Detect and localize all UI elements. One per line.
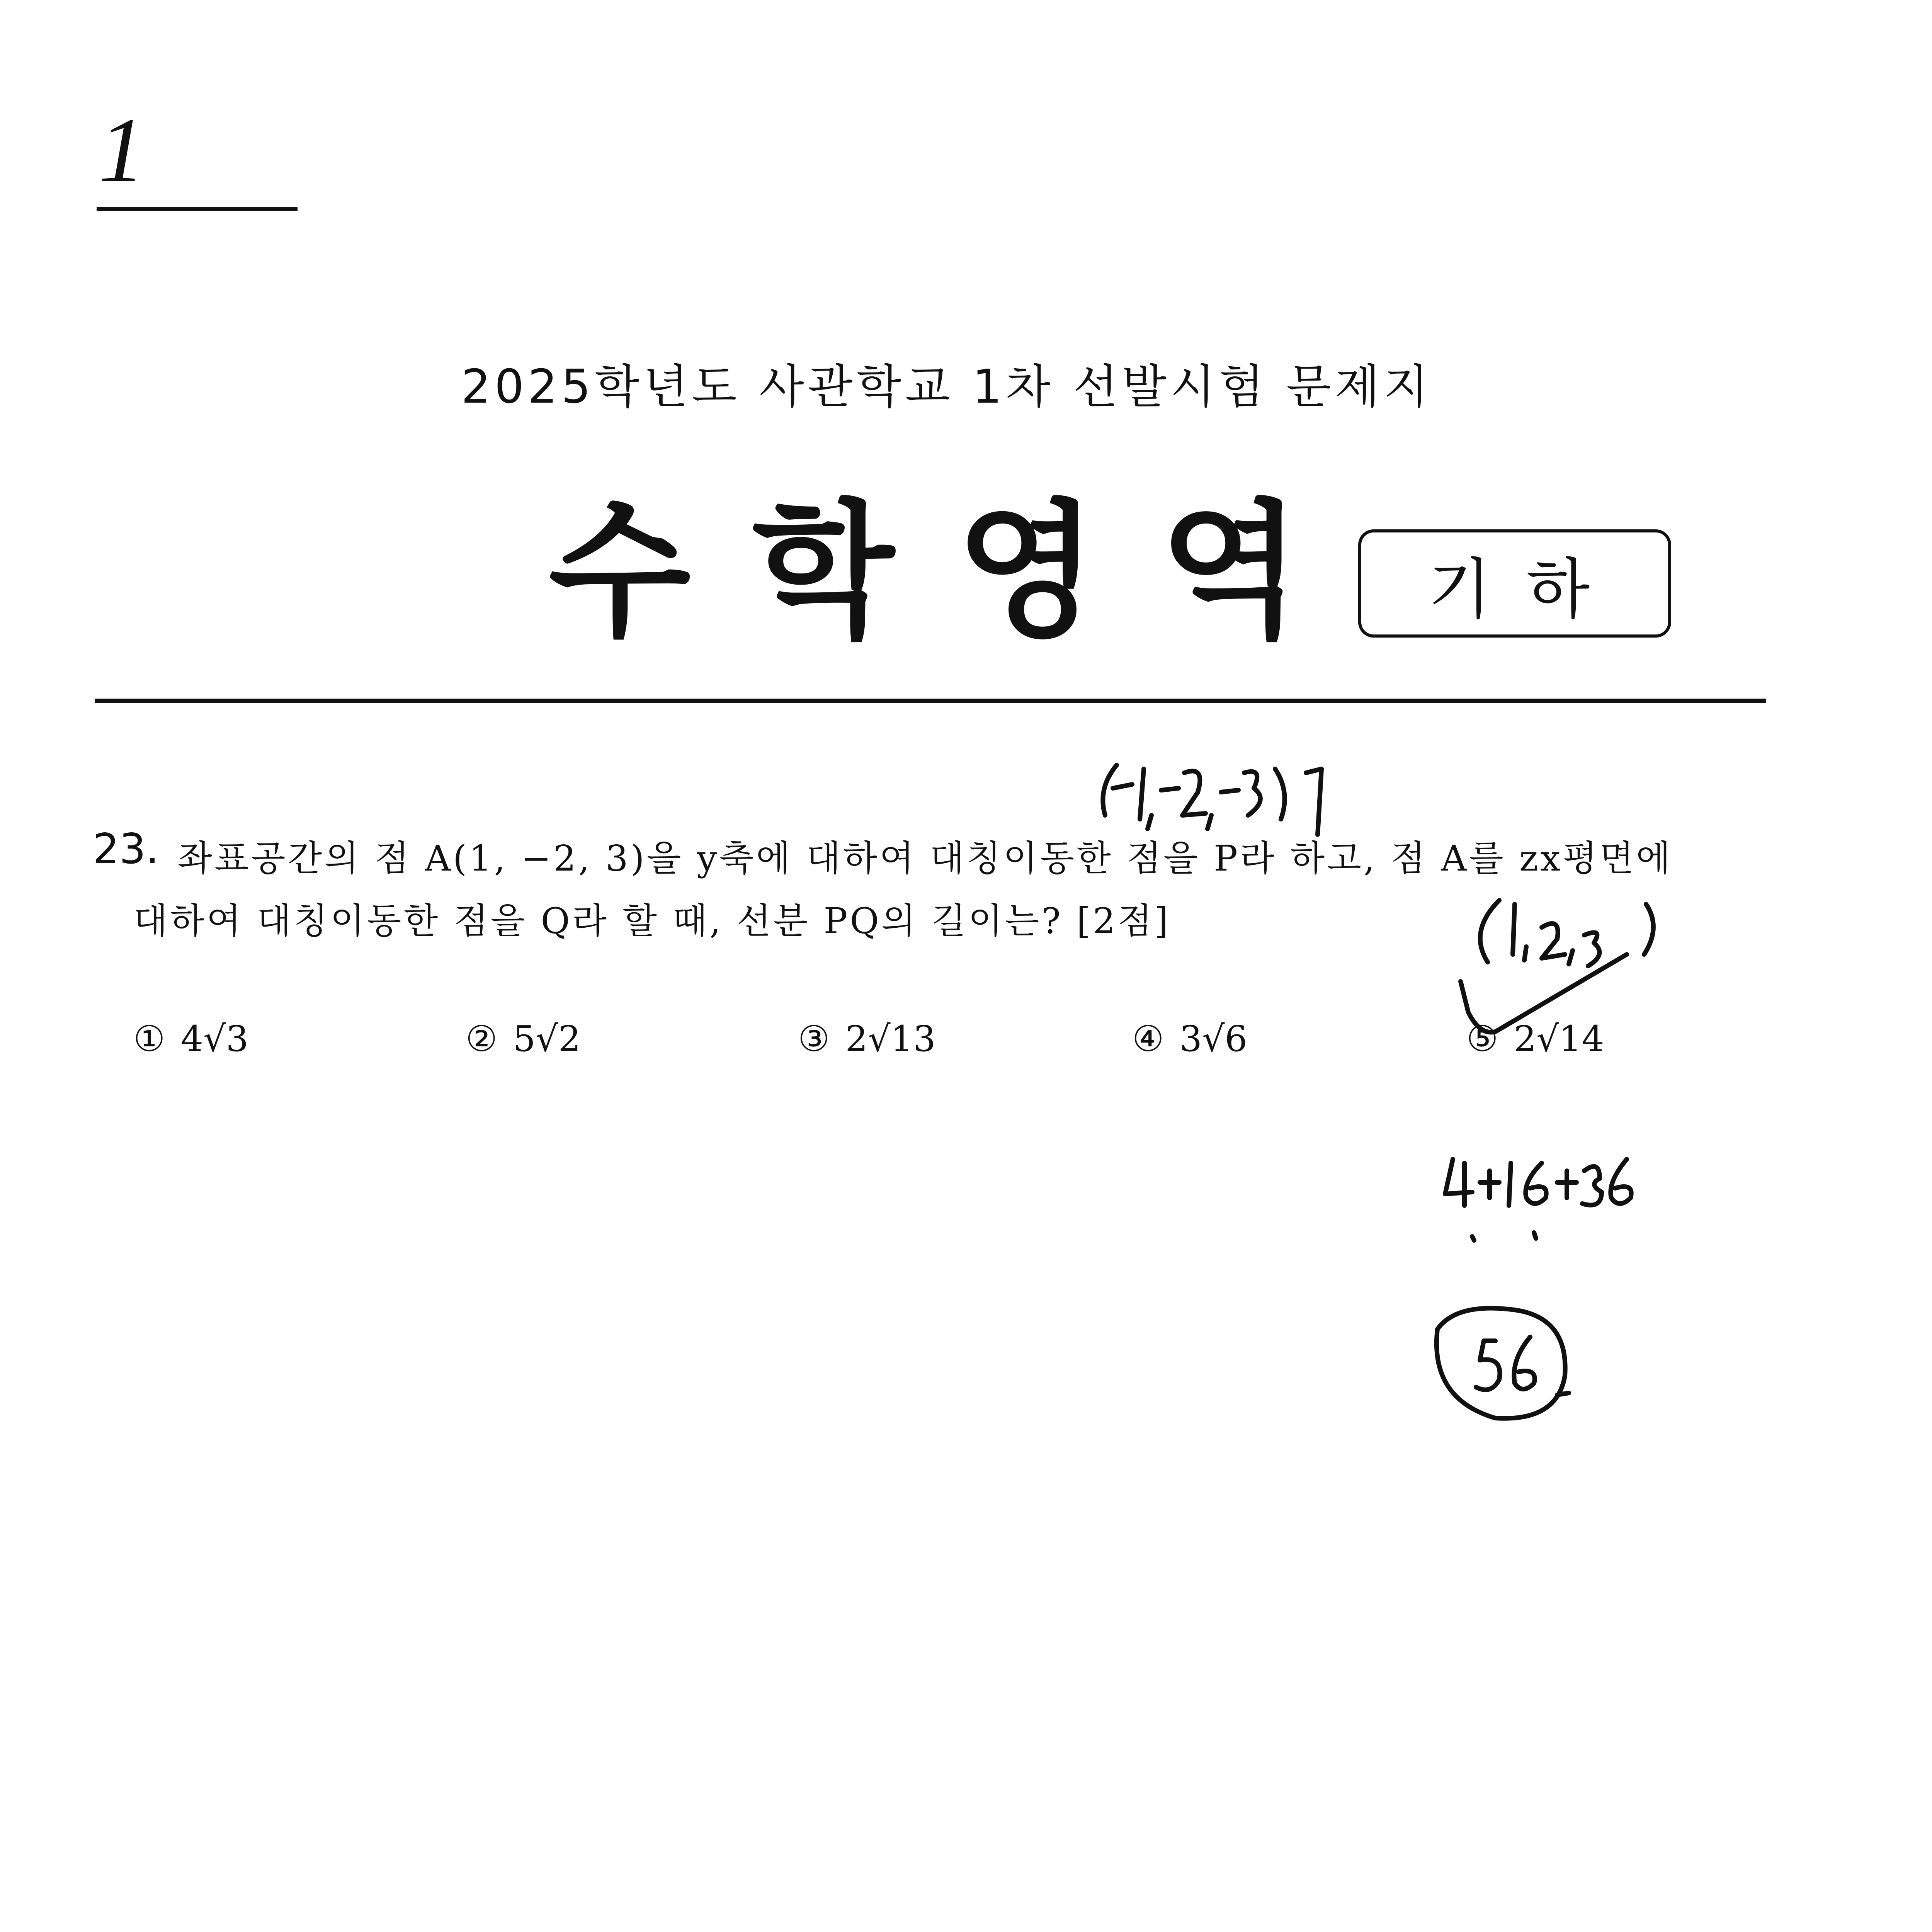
handwritten-answer [1437,1308,1569,1418]
choice-text: 4√3 [180,1018,249,1060]
choice-mark: ③ [798,1018,830,1060]
subject-title: 수학영역 [549,486,1364,657]
question-text-line-2: 대하여 대칭이동한 점을 Q라 할 때, 선분 PQ의 길이는? [2점] [133,900,1171,942]
choice-text: 2√13 [845,1018,936,1060]
handwritten-sum [1445,1159,1631,1240]
choice-text: 3√6 [1179,1018,1248,1060]
handwritten-coordinate-p [1103,765,1321,835]
choice-text: 2√14 [1514,1018,1604,1060]
handwritten-coordinate-q [1461,900,1653,1032]
exam-title: 2025학년도 사관학교 1차 선발시험 문제지 [461,360,1432,414]
question-text-line-1: 좌표공간의 점 A(1, −2, 3)을 y축에 대하여 대칭이동한 점을 P라 하고, 점 A를 zx평면에 [178,838,1673,879]
choice-mark: ⑤ [1466,1018,1498,1060]
choice-text: 5√2 [513,1018,581,1060]
question-number: 23. [93,825,159,873]
choice-mark: ① [133,1018,165,1060]
page-section-number: 1 [99,99,145,201]
choice-mark: ② [466,1018,498,1060]
choice-mark: ④ [1132,1018,1164,1060]
subject-badge: 기하 [1358,529,1671,638]
